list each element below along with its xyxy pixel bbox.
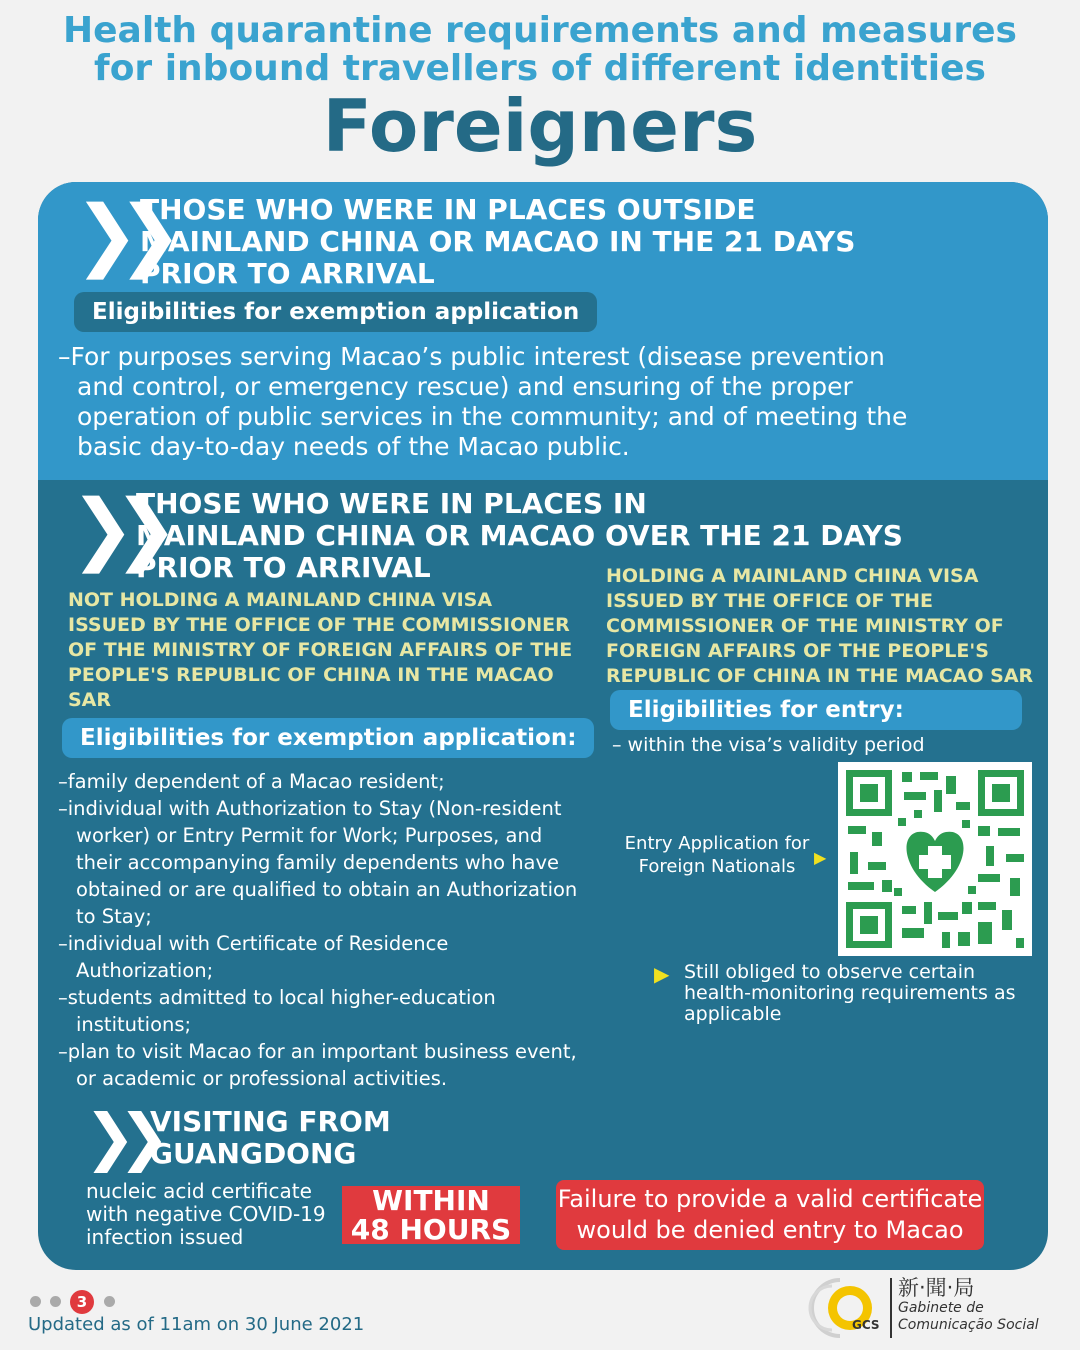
page-dot <box>50 1296 61 1307</box>
list-item: –plan to visit Macao for an important business event, or academic or professional activities. <box>58 1040 577 1090</box>
page-title: Foreigners <box>322 84 758 168</box>
section2-heading: THOSE WHO WERE IN PLACES IN MAINLAND CHINA OR MACAO OVER THE 21 DAYS PRIOR TO ARRIVAL <box>136 487 903 584</box>
entry-application-qr-code[interactable] <box>838 762 1032 956</box>
header-subtitle <box>0 12 1080 88</box>
page-dot <box>30 1296 41 1307</box>
section1-heading: THOSE WHO WERE IN PLACES OUTSIDE MAINLAND CHINA OR MACAO IN THE 21 DAYS PRIOR TO ARRIVAL <box>140 193 856 290</box>
section-outside-china <box>38 182 1048 480</box>
section3-heading: VISITING FROM GUANGDONG <box>150 1105 391 1170</box>
chevron-right-icon: ❯❯ <box>74 190 161 280</box>
section1-text: –For purposes serving Macao’s public interest (disease prevention and control, or emergency rescue) and ensuring of the proper operation of public services in the community; and of meeting the basic day-to-day needs of the Macao public. <box>58 342 908 461</box>
chevron-right-icon: ❯❯ <box>70 484 157 574</box>
header-line-1: Health quarantine requirements and measures <box>63 10 1017 51</box>
updated-timestamp: Updated as of 11am on 30 June 2021 <box>28 1314 365 1335</box>
arrow-right-icon: ▶ <box>814 848 827 867</box>
left-condition: NOT HOLDING A MAINLAND CHINA VISA ISSUED BY THE OFFICE OF THE COMMISSIONER OF THE MINISTRY OF FOREIGN AFFAIRS OF THE PEOPLE'S REPUBLIC OF CHINA IN THE MACAO SAR <box>68 589 573 711</box>
within-48-hours-badge: WITHIN 48 HOURS <box>342 1186 520 1244</box>
logo-text: 新‧聞‧局 Gabinete de Comunicação Social <box>898 1276 1039 1333</box>
main-card <box>38 182 1048 1270</box>
gcs-logo <box>800 1274 1070 1344</box>
qr-caption: Entry Application for Foreign Nationals <box>624 833 810 877</box>
right-condition: HOLDING A MAINLAND CHINA VISA ISSUED BY THE OFFICE OF THE COMMISSIONER OF THE MINISTRY OF FOREIGN AFFAIRS OF THE PEOPLE'S REPUBLIC OF CHINA IN THE MACAO SAR <box>606 565 1034 687</box>
entry-pill: Eligibilities for entry: <box>610 690 1022 730</box>
list-item: –students admitted to local higher-education institutions; <box>58 986 496 1036</box>
denied-entry-warning: Failure to provide a valid certificate would be denied entry to Macao <box>556 1180 984 1250</box>
health-monitoring-note: Still obliged to observe certain health-monitoring requirements as applicable <box>684 961 1016 1025</box>
logo-divider <box>890 1278 892 1338</box>
header-line-2: for inbound travellers of different identities <box>94 48 986 89</box>
exemption-pill-2: Eligibilities for exemption application: <box>62 718 594 758</box>
logo-abbreviation: GCS <box>852 1318 880 1332</box>
certificate-text: nucleic acid certificate with negative COVID-19 infection issued <box>86 1179 326 1249</box>
entry-item: – within the visa’s validity period <box>612 734 925 756</box>
exemption-pill-1: Eligibilities for exemption application <box>74 292 597 332</box>
exemption-list <box>58 768 588 1092</box>
current-page-dot: 3 <box>70 1290 94 1314</box>
qr-code-icon <box>838 762 1032 956</box>
arrow-right-icon: ▶ <box>654 962 670 986</box>
list-item: –individual with Authorization to Stay (Non-resident worker) or Entry Permit for Work; Purposes, and their accompanying family dependents who have obtained or are qualified to obtain an Authorization to Stay; <box>58 797 578 928</box>
chevron-right-icon: ❯❯ <box>84 1100 152 1173</box>
list-item: –individual with Certificate of Residence Authorization; <box>58 932 449 982</box>
list-item: –family dependent of a Macao resident; <box>58 770 445 793</box>
page-dot <box>104 1296 115 1307</box>
